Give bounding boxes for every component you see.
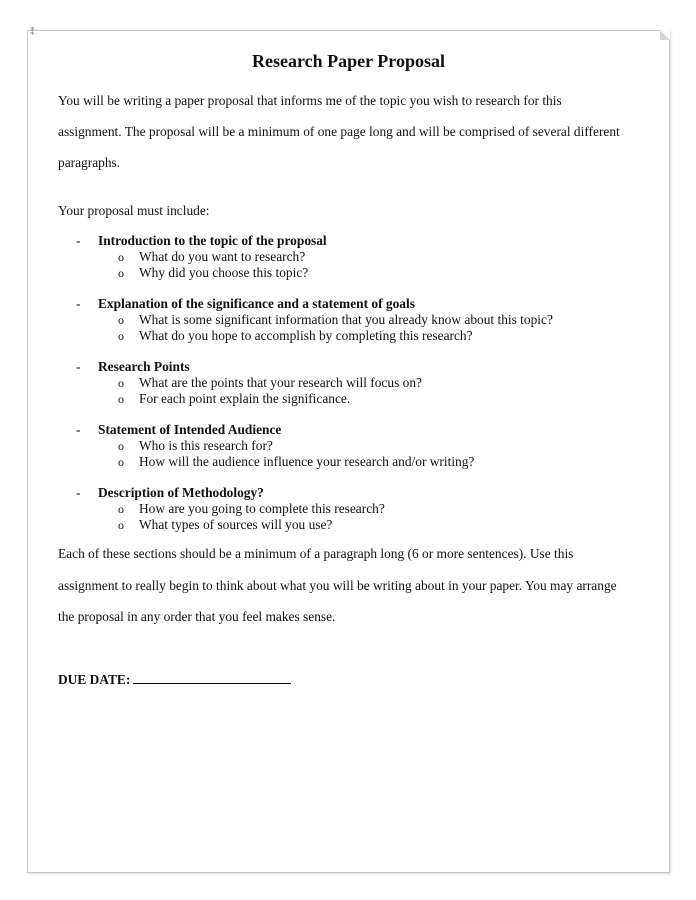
section-significance [58, 296, 638, 344]
circle-bullet-icon: o [118, 392, 124, 406]
circle-bullet-icon: o [118, 455, 124, 469]
must-include-label: Your proposal must include: [58, 203, 210, 218]
list-dash: - [76, 233, 81, 248]
list-item: What types of sources will you use? [139, 517, 333, 532]
section-research-points [58, 359, 638, 407]
list-item: For each point explain the significance. [139, 391, 351, 406]
due-date [58, 671, 291, 688]
list-item: What do you hope to accomplish by completing this research? [139, 328, 473, 343]
page-corner-icon: ⁑ [30, 28, 35, 38]
list-item: How will the audience influence your research and/or writing? [139, 454, 475, 469]
section-title: Statement of Intended Audience [98, 422, 282, 437]
circle-bullet-icon: o [118, 329, 124, 343]
list-item: Who is this research for? [139, 438, 273, 453]
circle-bullet-icon: o [118, 502, 124, 516]
intro-line-2: assignment. The proposal will be a minimum of one page long and will be comprised of several different [58, 124, 620, 139]
circle-bullet-icon: o [118, 313, 124, 327]
list-dash: - [76, 359, 81, 374]
circle-bullet-icon: o [118, 376, 124, 390]
list-dash: - [76, 422, 81, 437]
list-dash: - [76, 296, 81, 311]
list-item: What are the points that your research will focus on? [139, 375, 422, 390]
section-title: Introduction to the topic of the proposal [98, 233, 327, 248]
section-title: Explanation of the significance and a statement of goals [98, 296, 415, 311]
due-date-label: DUE DATE: [58, 672, 131, 687]
document-page [27, 30, 670, 873]
list-item: How are you going to complete this research? [139, 501, 385, 516]
section-introduction [58, 233, 638, 281]
document-title: Research Paper Proposal [252, 51, 445, 71]
list-dash: - [76, 485, 81, 500]
intro-line-3: paragraphs. [58, 155, 121, 170]
page-fold-icon [660, 30, 670, 40]
circle-bullet-icon: o [118, 266, 124, 280]
section-title: Description of Methodology? [98, 485, 264, 500]
closing-line-2: assignment to really begin to think about what you will be writing about in your paper. You may arrange [58, 578, 617, 593]
circle-bullet-icon: o [118, 439, 124, 453]
intro-line-1: You will be writing a paper proposal that informs me of the topic you wish to research for this [58, 93, 562, 108]
circle-bullet-icon: o [118, 518, 124, 532]
due-date-blank[interactable] [133, 671, 291, 684]
section-title: Research Points [98, 359, 190, 374]
list-item: What is some significant information that you already know about this topic? [139, 312, 553, 327]
section-methodology [58, 485, 638, 533]
closing-line-3: the proposal in any order that you feel makes sense. [58, 609, 336, 624]
closing-line-1: Each of these sections should be a minimum of a paragraph long (6 or more sentences). Use this [58, 546, 574, 561]
list-item: Why did you choose this topic? [139, 265, 309, 280]
section-audience [58, 422, 638, 470]
circle-bullet-icon: o [118, 250, 124, 264]
list-item: What do you want to research? [139, 249, 306, 264]
